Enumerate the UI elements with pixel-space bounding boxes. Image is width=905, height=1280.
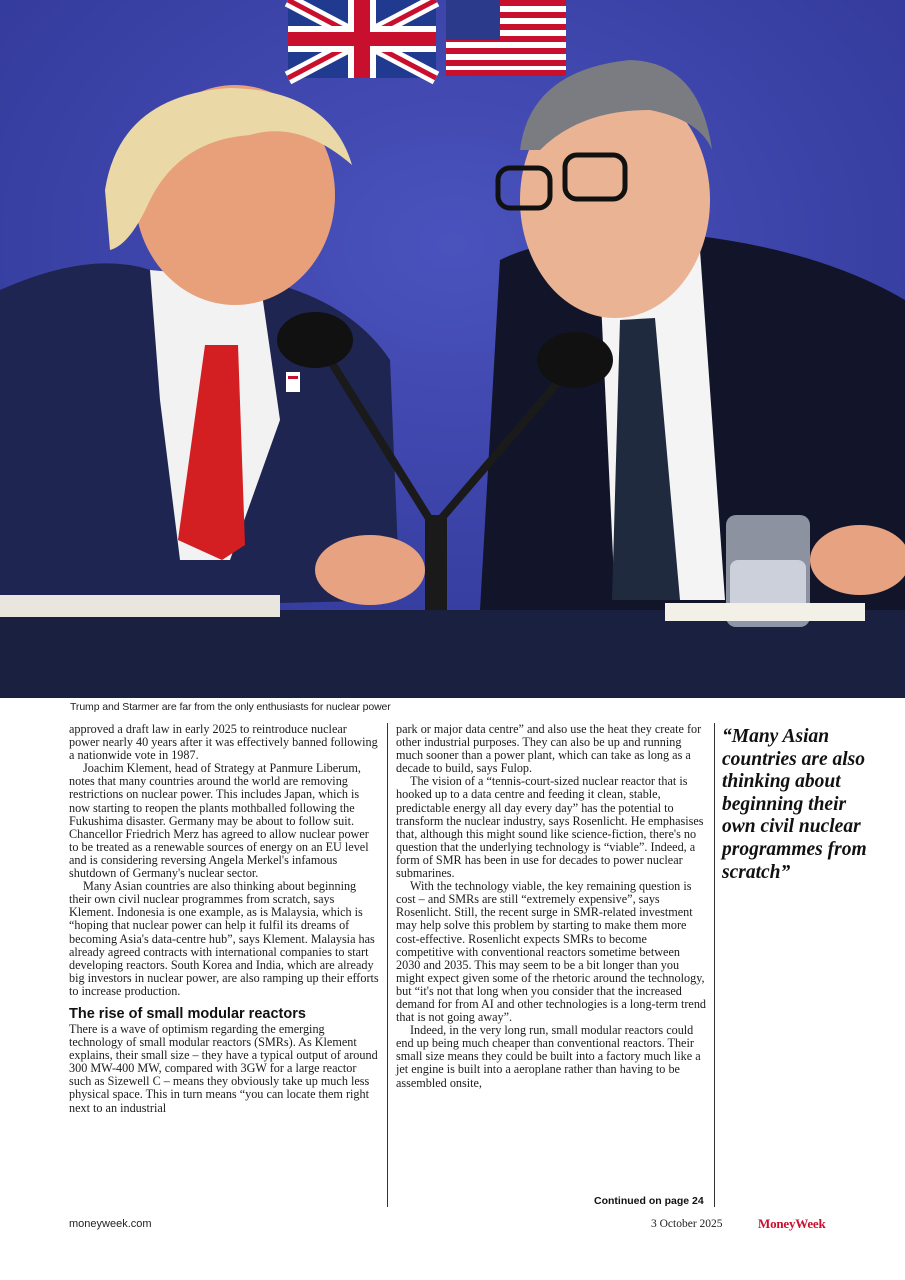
pull-quote: “Many Asian countries are also thinking about beginning their own civil nuclear programmes from scratch” — [722, 726, 867, 883]
us-flag — [446, 0, 566, 76]
papers — [0, 595, 280, 617]
paragraph: park or major data centre” and also use the heat they create for other industrial purposes. They can also be up and running much sooner than a power plant, which can take as long as a decade to build, says Fulop. — [396, 722, 702, 776]
papers-right — [665, 603, 865, 621]
continued-note: Continued on page 24 — [594, 1195, 704, 1207]
paragraph: There is a wave of optimism regarding the emerging technology of small modular reactors (SMRs). As Klement explains, their small size – they have a typical output of around 300 MW-400 MW, compared with 3GW for a large reactor such as Sizewell C – means they obviously take up much less physical space. This in turn means “you can locate them right next to an industrial — [69, 1021, 378, 1115]
footer-brand-logo: MoneyWeek — [758, 1216, 826, 1231]
paragraph: approved a draft law in early 2025 to reintroduce nuclear power nearly 40 years after it was effectively banned following a nationwide vote in 1987. — [69, 722, 378, 763]
section-subhead: The rise of small modular reactors — [69, 1005, 306, 1022]
photo-caption: Trump and Starmer are far from the only enthusiasts for nuclear power — [70, 701, 391, 713]
column-divider — [387, 723, 388, 1207]
footer-website: moneyweek.com — [69, 1218, 152, 1230]
paragraph: With the technology viable, the key remaining question is cost – and SMRs are still “extremely expensive”, says Rosenlicht. Still, the recent surge in SMR-related investment may help solve this problem by starting to make them more cost-effective. Rosenlicht expects SMRs to become competitive with conventional reactors sometime between 2030 and 2035. This may seem to be a bit longer than you might expect given some of the rhetoric around the technology, but “it's not that long when you consider that the increased demand for from AI and other technologies is a long-term trend that is not going away”. — [396, 879, 707, 1025]
paragraph: Indeed, in the very long run, small modular reactors could end up being much cheaper than conventional reactors. Their small size means they could be built into a factory much like a jet engine is built into a aeroplane rather than having to be assembled onsite, — [396, 1023, 701, 1090]
article-column-1 — [69, 723, 380, 1115]
article-column-2 — [396, 723, 707, 1090]
uk-flag — [288, 0, 436, 78]
column-divider — [714, 723, 715, 1207]
paragraph: Many Asian countries are also thinking about beginning their own civil nuclear programmes from scratch, says Klement. Indonesia is one example, as is Malaysia, which is “hoping that nuclear power can help it fulfil its dreams of becoming Asia's data-centre hub”, says Klement. Malaysia has already agreed contracts with international companies to start developing reactors. South Korea and India, which are already big investors in nuclear power, are also ramping up their efforts to increase production. — [69, 879, 379, 998]
paragraph: Joachim Klement, head of Strategy at Panmure Liberum, notes that many countries around the world are removing restrictions on nuclear power. This includes Japan, which is now starting to reopen the plants mothballed following the Fukushima disaster. Germany may be about to follow suit. Chancellor Friedrich Merz has agreed to allow nuclear power to be treated as a renewable sources of energy on an EU level and is considering reversing Angela Merkel's infamous shutdown of Germany's nuclear sector. — [69, 761, 369, 881]
handshake — [315, 535, 425, 605]
paragraph: The vision of a “tennis-court-sized nuclear reactor that is hooked up to a data centre and feeding it clean, stable, predictable energy all day every day” has the potential to transform the nuclear industry, says Rosenlicht. He emphasises that, although this might sound like science-fiction, there's no question that the underlying technology is “viable”. Indeed, a form of SMR has been in use for decades to power nuclear submarines. — [396, 774, 704, 881]
footer-date: 3 October 2025 — [651, 1218, 723, 1230]
